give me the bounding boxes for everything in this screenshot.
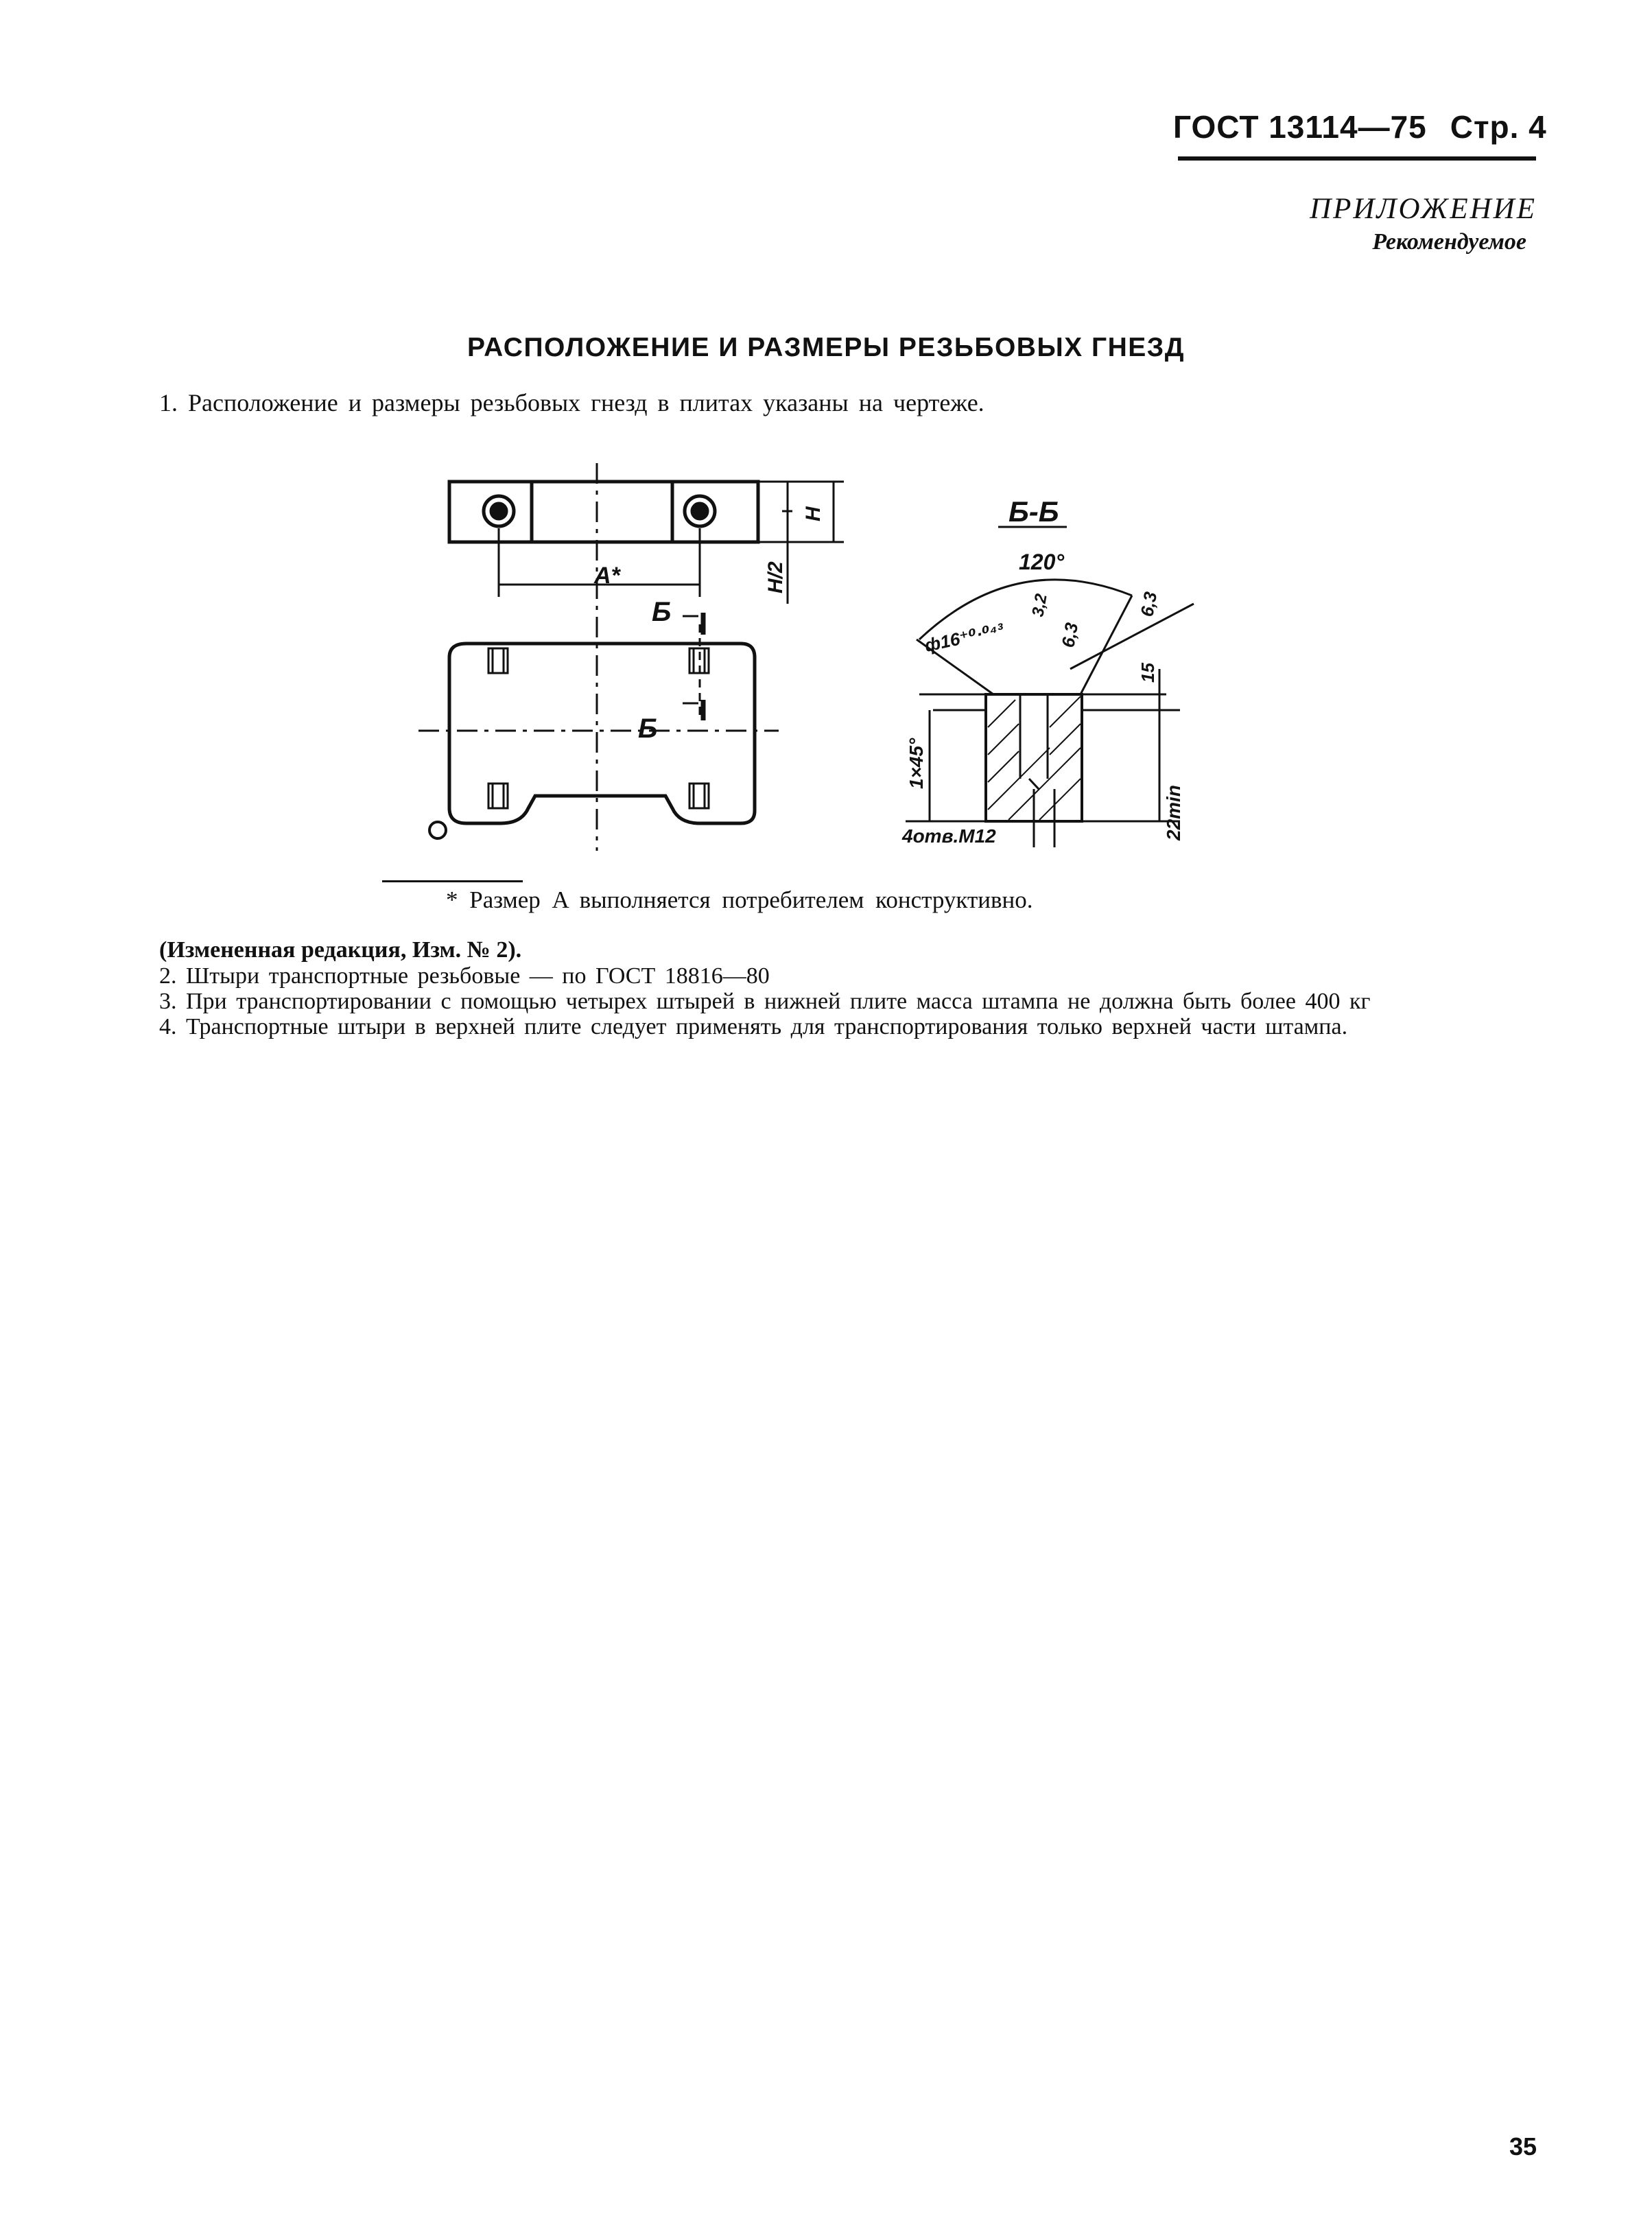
amendment-note: (Измененная редакция, Изм. № 2).	[159, 937, 522, 963]
label-section-mark-top: Б	[652, 597, 672, 627]
label-dim-h-half: H/2	[764, 561, 787, 593]
label-section-mark-bottom: Б	[638, 714, 658, 744]
list-item: 4. Транспортные штыри в верхней плите следует применять для транспортирования только верхней части штампа.	[159, 1014, 1348, 1039]
label-diameter: ф16⁺⁰·⁰⁴³	[923, 619, 1006, 656]
header-rule	[1178, 156, 1536, 161]
label-depth-15: 15	[1137, 663, 1158, 683]
technical-drawing	[384, 453, 1242, 864]
page-number: 35	[1509, 2132, 1537, 2161]
label-roughness-2: 6,3	[1057, 621, 1083, 650]
label-dim-h: H	[802, 506, 825, 521]
footnote: * Размер A выполняется потребителем конструктивно.	[446, 886, 1033, 913]
footnote-rule	[382, 880, 523, 882]
paragraph-1: 1. Расположение и размеры резьбовых гнезд в плитах указаны на чертеже.	[159, 389, 984, 416]
list-item: 3. При транспортировании с помощью четырех штырей в нижней плите масса штампа не должна быть более 400 кг	[159, 989, 1371, 1014]
label-angle: 120°	[1019, 550, 1065, 574]
label-chamfer: 1×45°	[906, 738, 927, 789]
appendix-title: ПРИЛОЖЕНИЕ	[1310, 193, 1537, 225]
label-holes: 4отв.М12	[902, 825, 996, 847]
standard-header	[1173, 108, 1547, 163]
label-depth-min: 22min	[1163, 785, 1184, 840]
appendix-subtitle: Рекомендуемое	[1372, 229, 1526, 255]
section-title: РАСПОЛОЖЕНИЕ И РАЗМЕРЫ РЕЗЬБОВЫХ ГНЕЗД	[467, 333, 1185, 362]
label-dim-a: A*	[594, 563, 620, 589]
standard-code: ГОСТ 13114—75	[1173, 109, 1427, 145]
label-section-title: Б-Б	[1008, 495, 1059, 528]
page-indicator: Стр. 4	[1450, 109, 1547, 145]
label-roughness-3: 6,3	[1136, 590, 1161, 619]
list-item: 2. Штыри транспортные резьбовые — по ГОСТ 18816—80	[159, 963, 770, 989]
label-roughness-1: 3,2	[1028, 592, 1051, 619]
